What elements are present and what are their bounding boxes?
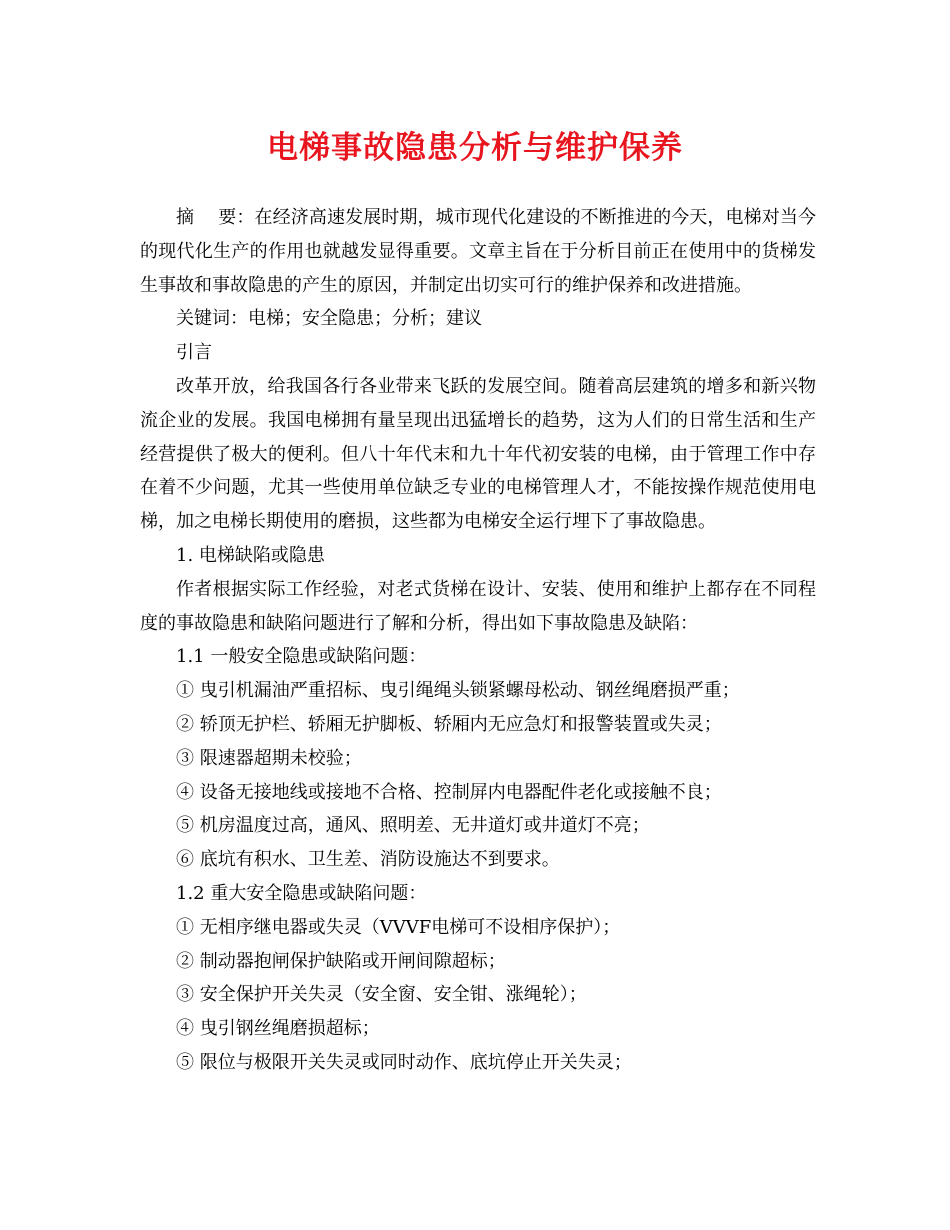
- major-hazard-list: [140, 911, 816, 1080]
- abstract-label-first: 摘: [176, 207, 195, 228]
- section-heading: 1. 电梯缺陷或隐患: [176, 544, 325, 566]
- abstract-label-second: 要：: [218, 207, 255, 228]
- subsection-heading: 1.1 一般安全隐患或缺陷问题：: [176, 646, 427, 668]
- page-title: 电梯事故隐患分析与维护保养: [267, 130, 683, 166]
- list-item: ④ 曳引钢丝绳磨损超标；: [176, 1018, 380, 1040]
- document-body: [140, 201, 816, 1080]
- intro-heading: 引言: [176, 342, 212, 364]
- general-hazard-list: [140, 674, 816, 877]
- intro-paragraph: 改革开放，给我国各行各业带来飞跃的发展空间。随着高层建筑的增多和新兴物流企业的发展。我国电梯拥有量呈现出迅猛增长的趋势，这为人们的日常生活和生产经营提供了极大的便利。但八十年代末和九十年代初安装的电梯，由于管理工作中存在着不少问题，尤其一些使用单位缺乏专业的电梯管理人才，不能按操作规范使用电梯，加之电梯长期使用的磨损，这些都为电梯安全运行埋下了事故隐患。: [140, 375, 816, 533]
- list-item: ② 轿顶无护栏、轿厢无护脚板、轿厢内无应急灯和报警装置或失灵；: [176, 713, 722, 735]
- list-item: ① 无相序继电器或失灵（VVVF电梯可不设相序保护）；: [176, 916, 621, 938]
- subsection-heading: 1.2 重大安全隐患或缺陷问题：: [176, 882, 427, 904]
- list-item: ⑤ 限位与极限开关失灵或同时动作、底坑停止开关失灵；: [176, 1051, 632, 1073]
- abstract-paragraph: [140, 201, 816, 302]
- abstract-label: [176, 207, 254, 228]
- list-item: ② 制动器抱闸保护缺陷或开闸间隙超标；: [176, 950, 506, 972]
- list-item: ③ 安全保护开关失灵（安全窗、安全钳、涨绳轮）；: [176, 984, 587, 1006]
- abstract-text: 在经济高速发展时期，城市现代化建设的不断推进的今天，电梯对当今的现代化生产的作用也就越发显得重要。文章主旨在于分析目前正在使用中的货梯发生事故和事故隐患的产生的原因，并制定出切实可行的维护保养和改进措施。: [140, 207, 817, 296]
- list-item: ④ 设备无接地线或接地不合格、控制屏内电器配件老化或接触不良；: [176, 781, 722, 803]
- list-item: ③ 限速器超期未校验；: [176, 747, 362, 769]
- section-paragraph: 作者根据实际工作经验，对老式货梯在设计、安装、使用和维护上都存在不同程度的事故隐患和缺陷问题进行了解和分析，得出如下事故隐患及缺陷：: [140, 578, 816, 634]
- keywords-line: 关键词：电梯；安全隐患；分析；建议: [176, 308, 482, 330]
- list-item: ⑤ 机房温度过高，通风、照明差、无井道灯或井道灯不亮；: [176, 815, 650, 837]
- list-item: ⑥ 底坑有积水、卫生差、消防设施达不到要求。: [176, 849, 560, 871]
- list-item: ① 曳引机漏油严重招标、曳引绳绳头锁紧螺母松动、钢丝绳磨损严重；: [176, 680, 740, 702]
